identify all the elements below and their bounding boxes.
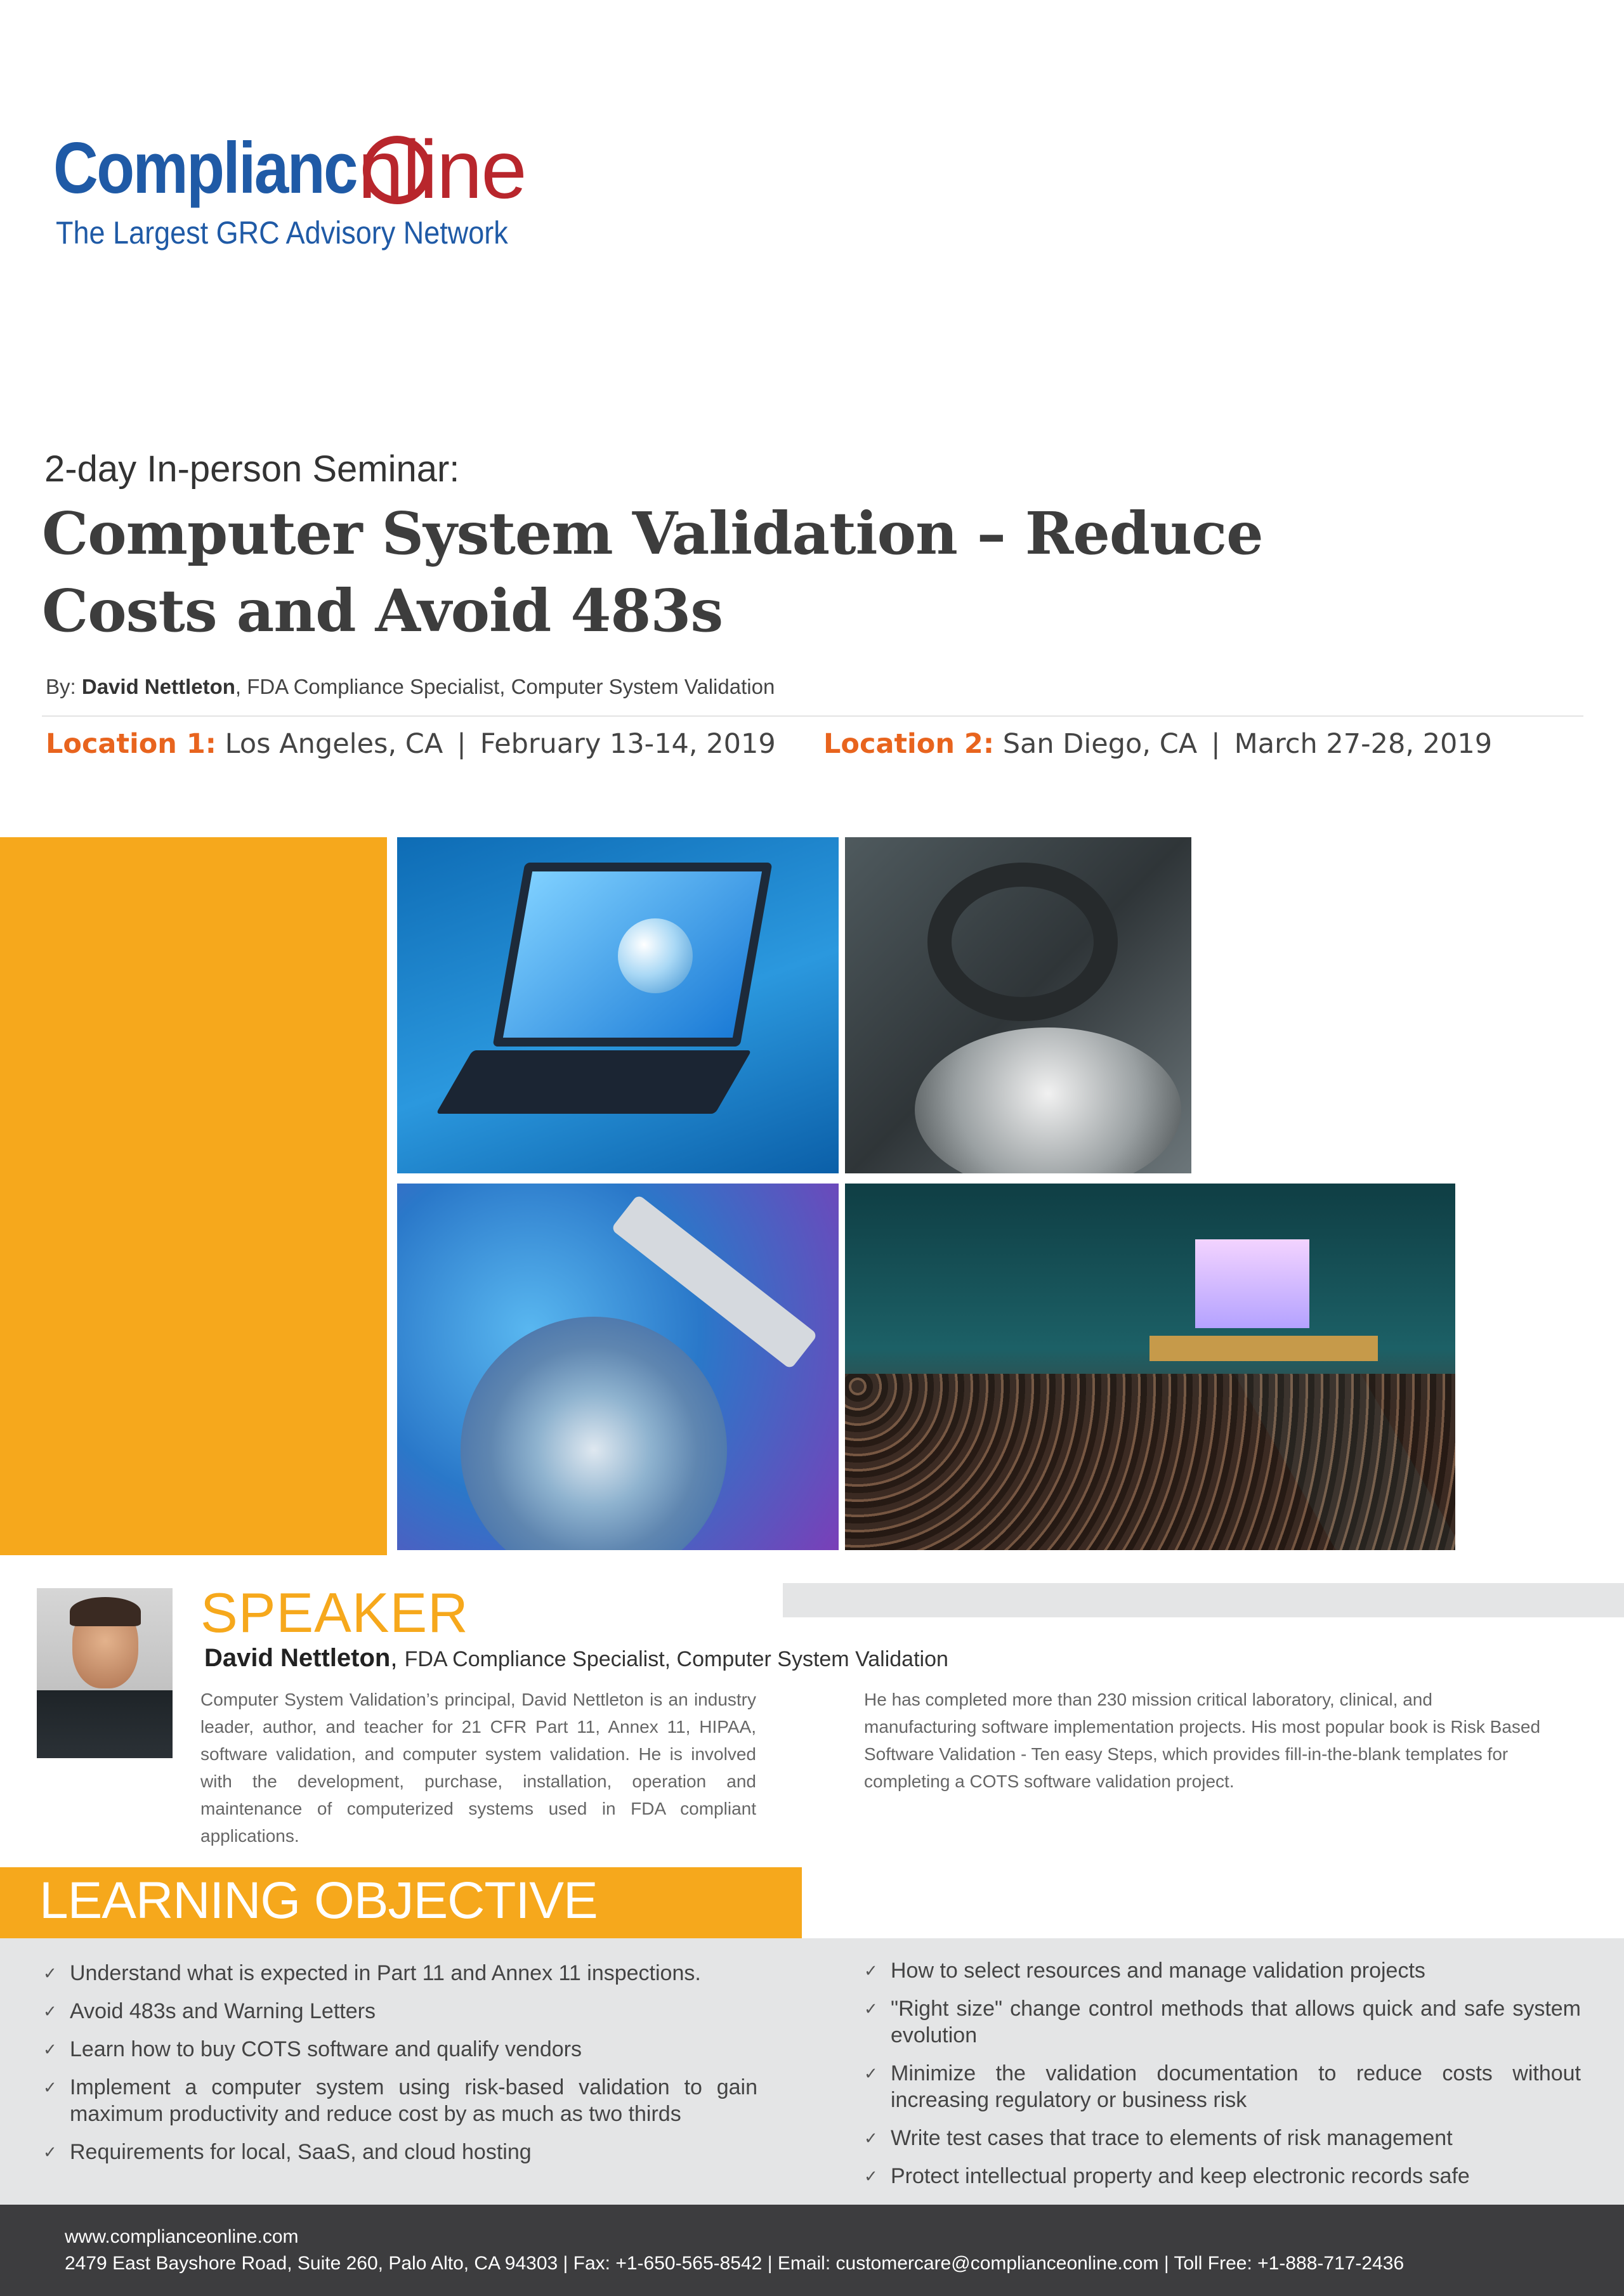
stethoscope-photo xyxy=(845,837,1191,1173)
check-icon: ✓ xyxy=(864,1961,878,1980)
check-icon: ✓ xyxy=(864,2167,878,2186)
complianceonline-logo xyxy=(53,123,650,260)
logo-online-text: nline xyxy=(358,123,526,216)
speaker-heading: SPEAKER xyxy=(200,1581,469,1644)
byline-role: , FDA Compliance Specialist, Computer System Validation xyxy=(235,675,775,698)
objectives-left-list xyxy=(43,1960,757,2177)
orange-accent-block xyxy=(0,837,387,1555)
seminar-title: Computer System Validation – Reduce Costs and Avoid 483s xyxy=(42,499,1263,645)
location-2-dates: March 27-28, 2019 xyxy=(1234,728,1493,760)
check-icon: ✓ xyxy=(864,2129,878,2148)
seminar-pre-title: 2-day In-person Seminar: xyxy=(44,448,460,490)
speaker-header-bar xyxy=(783,1583,1624,1617)
check-icon: ✓ xyxy=(864,1999,878,2018)
locations-line: Location 1: Los Angeles, CA | February 13-14, 2019 Location 2: San Diego, CA | March 27-28, 2019 xyxy=(46,728,1493,760)
objective-item: ✓ Protect intellectual property and keep electronic records safe xyxy=(864,2164,1470,2188)
check-icon: ✓ xyxy=(43,2040,57,2059)
objective-item: ✓ Requirements for local, SaaS, and cloud hosting xyxy=(43,2140,532,2164)
check-icon: ✓ xyxy=(43,1964,57,1983)
location-1-label: Location 1: xyxy=(46,728,216,760)
objective-item: ✓ Learn how to buy COTS software and qualify vendors xyxy=(43,2037,582,2061)
objective-item: ✓ Understand what is expected in Part 11 and Annex 11 inspections. xyxy=(43,1961,701,1985)
objective-item: ✓ Implement a computer system using risk-based validation to gain maximum productivity and reduce cost by as much as two thirds xyxy=(43,2075,757,2126)
objective-item: ✓ Write test cases that trace to elements of risk management xyxy=(864,2126,1453,2150)
location-2-city: San Diego, CA xyxy=(1002,728,1198,760)
footer-website-link[interactable]: www.complianceonline.com xyxy=(65,2226,299,2247)
speaker-bio-right: He has completed more than 230 mission critical laboratory, clinical, and manufacturing software implementation projects. His most popular book is Risk Based Software Validation - Ten easy Steps, which provides fill-in-the-blank templates for completing a COTS software validation project. xyxy=(864,1690,1541,1791)
logo-tagline: The Largest GRC Advisory Network xyxy=(56,215,508,251)
logo-compliance-text: Complianc xyxy=(53,128,357,209)
location-1-city: Los Angeles, CA xyxy=(225,728,443,760)
speaker-avatar xyxy=(37,1588,173,1758)
laptop-globe-photo xyxy=(397,837,839,1173)
hard-disk-photo xyxy=(397,1184,839,1550)
seminar-audience-photo xyxy=(845,1184,1455,1550)
check-icon: ✓ xyxy=(43,2002,57,2021)
location-2-label: Location 2: xyxy=(823,728,995,760)
location-1-dates: February 13-14, 2019 xyxy=(480,728,776,760)
title-divider xyxy=(42,715,1583,717)
check-icon: ✓ xyxy=(864,2064,878,2083)
check-icon: ✓ xyxy=(43,2078,57,2097)
seminar-byline xyxy=(46,675,775,699)
objective-item: ✓ Avoid 483s and Warning Letters xyxy=(43,1999,376,2023)
speaker-name-line: David Nettleton, FDA Compliance Specialist, Computer System Validation xyxy=(204,1644,948,1672)
speaker-bio-left: Computer System Validation’s principal, David Nettleton is an industry leader, author, and teacher for 21 CFR Part 11, Annex 11, HIPAA, software validation, and computer system validation. He is involved with the development, purchase, installation, operation and maintenance of computerized systems used in FDA compliant applications. xyxy=(200,1690,756,1846)
objective-item: ✓ Minimize the validation documentation to reduce costs without increasing regulatory or business risk xyxy=(864,2061,1581,2112)
learning-objective-heading: LEARNING OBJECTIVE xyxy=(39,1872,598,1929)
footer-contact-info: 2479 East Bayshore Road, Suite 260, Palo Alto, CA 94303 | Fax: +1-650-565-8542 | Email: customercare@complianceonline.com | Toll Free: +1-888-717-2436 xyxy=(65,2253,1405,2274)
speaker-name: David Nettleton xyxy=(204,1644,391,1672)
byline-label: By: xyxy=(46,675,76,698)
objectives-right-list xyxy=(864,1957,1581,2201)
logo-wordmark xyxy=(53,127,406,209)
speaker-title: FDA Compliance Specialist, Computer System Validation xyxy=(404,1647,948,1671)
footer-bar xyxy=(0,2205,1624,2296)
byline-name: David Nettleton xyxy=(81,675,235,698)
check-icon: ✓ xyxy=(43,2143,57,2162)
objective-item: ✓ "Right size" change control methods that allows quick and safe system evolution xyxy=(864,1997,1581,2047)
objective-item: ✓ How to select resources and manage validation projects xyxy=(864,1959,1425,1983)
